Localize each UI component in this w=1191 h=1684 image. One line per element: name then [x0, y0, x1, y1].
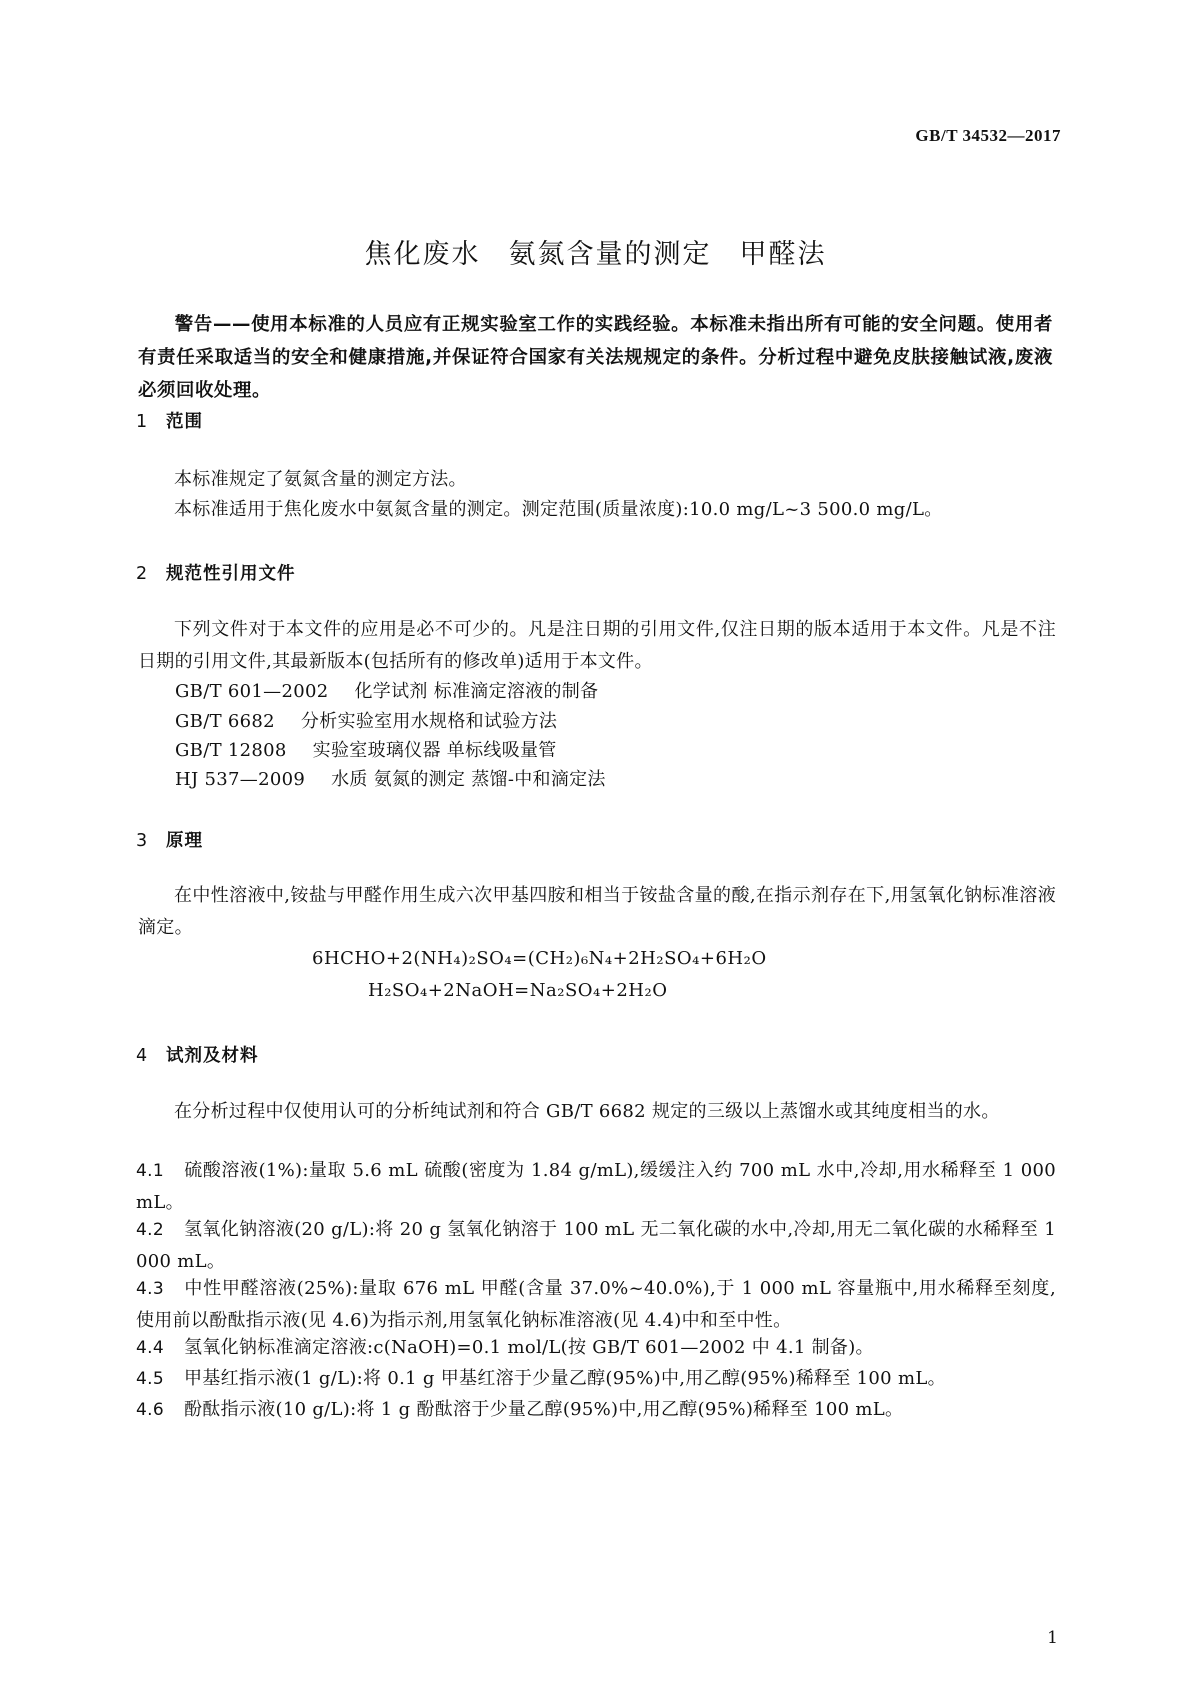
- page-title: [0, 232, 1191, 271]
- section-title: 试剂及材料: [166, 1046, 259, 1066]
- section-number: 4: [136, 1046, 149, 1066]
- section-1-paragraph-1: 本标准规定了氨氮含量的测定方法。: [174, 469, 467, 490]
- equation-2: H₂SO₄+2NaOH=Na₂SO₄+2H₂O: [368, 980, 668, 1001]
- reference-item: [175, 676, 598, 708]
- reference-code: GB/T 601—2002: [175, 681, 329, 702]
- item-text: 酚酞指示液(10 g/L):将 1 g 酚酞溶于少量乙醇(95%)中,用乙醇(95%)稀释至 100 mL。: [184, 1399, 904, 1420]
- item-number: 4.5: [136, 1369, 164, 1389]
- list-item: [136, 1363, 1056, 1395]
- item-number: 4.2: [136, 1220, 164, 1240]
- section-4-paragraph-1: 在分析过程中仅使用认可的分析纯试剂和符合 GB/T 6682 规定的三级以上蒸馏水或其纯度相当的水。: [174, 1101, 1000, 1122]
- title-part-1: 焦化废水: [364, 239, 481, 270]
- item-number: 4.4: [136, 1338, 164, 1358]
- list-item: [136, 1332, 1056, 1364]
- section-3-paragraph-1: 在中性溶液中,铵盐与甲醛作用生成六次甲基四胺和相当于铵盐含量的酸,在指示剂存在下,用氢氧化钠标准溶液滴定。: [138, 885, 1056, 938]
- reference-title: 化学试剂 标准滴定溶液的制备: [354, 681, 599, 702]
- section-number: 1: [136, 412, 149, 432]
- section-title: 规范性引用文件: [166, 564, 296, 584]
- item-text: 硫酸溶液(1%):量取 5.6 mL 硫酸(密度为 1.84 g/mL),缓缓注入约 700 mL 水中,冷却,用水稀释至 1 000 mL。: [136, 1160, 1056, 1213]
- reference-title: 分析实验室用水规格和试验方法: [300, 711, 558, 732]
- reference-item: [175, 706, 557, 738]
- section-title: 范围: [166, 412, 203, 432]
- section-1-paragraph-2: 本标准适用于焦化废水中氨氮含量的测定。测定范围(质量浓度):10.0 mg/L~3 500.0 mg/L。: [174, 499, 943, 520]
- reference-code: GB/T 12808: [175, 740, 287, 761]
- item-text: 甲基红指示液(1 g/L):将 0.1 g 甲基红溶于少量乙醇(95%)中,用乙醇(95%)稀释至 100 mL。: [184, 1368, 946, 1389]
- reference-code: HJ 537—2009: [175, 769, 306, 790]
- page-number: 1: [1047, 1628, 1058, 1648]
- section-number: 2: [136, 564, 149, 584]
- item-number: 4.3: [136, 1279, 164, 1299]
- standard-number: GB/T 34532—2017: [915, 126, 1061, 145]
- item-text: 氢氧化钠标准滴定溶液:c(NaOH)=0.1 mol/L(按 GB/T 601—2002 中 4.1 制备)。: [184, 1337, 874, 1358]
- title-part-3: 甲醛法: [739, 239, 827, 270]
- section-4-heading: [136, 1042, 259, 1067]
- section-number: 3: [136, 831, 149, 851]
- list-item: [136, 1394, 1056, 1426]
- item-number: 4.6: [136, 1400, 164, 1420]
- item-number: 4.1: [136, 1161, 164, 1181]
- reference-item: [175, 735, 557, 767]
- section-2-paragraph-1: 下列文件对于本文件的应用是必不可少的。凡是注日期的引用文件,仅注日期的版本适用于本文件。凡是不注日期的引用文件,其最新版本(包括所有的修改单)适用于本文件。: [138, 619, 1056, 672]
- equation-1: 6HCHO+2(NH₄)₂SO₄=(CH₂)₆N₄+2H₂SO₄+6H₂O: [312, 948, 767, 969]
- item-text: 中性甲醛溶液(25%):量取 676 mL 甲醛(含量 37.0%~40.0%),于 1 000 mL 容量瓶中,用水稀释至刻度,使用前以酚酞指示液(见 4.6)为指示剂,用氢氧化钠标准溶液(见 4.4)中和至中性。: [136, 1278, 1056, 1331]
- warning-paragraph: 警告——使用本标准的人员应有正规实验室工作的实践经验。本标准未指出所有可能的安全问题。使用者有责任采取适当的安全和健康措施,并保证符合国家有关法规规定的条件。分析过程中避免皮肤接触试液,废液必须回收处理。: [138, 314, 1053, 401]
- section-2-heading: [136, 560, 296, 585]
- section-3-heading: [136, 827, 203, 852]
- section-1-heading: [136, 408, 203, 433]
- item-text: 氢氧化钠溶液(20 g/L):将 20 g 氢氧化钠溶于 100 mL 无二氧化碳的水中,冷却,用无二氧化碳的水稀释至 1 000 mL。: [136, 1219, 1056, 1272]
- reference-item: [175, 764, 606, 796]
- reference-code: GB/T 6682: [175, 711, 275, 732]
- reference-title: 实验室玻璃仪器 单标线吸量管: [312, 740, 557, 761]
- reference-title: 水质 氨氮的测定 蒸馏-中和滴定法: [331, 769, 606, 790]
- section-title: 原理: [166, 831, 203, 851]
- title-part-2: 氨氮含量的测定: [508, 239, 712, 270]
- list-item: [136, 1155, 1056, 1218]
- list-item: [136, 1214, 1056, 1277]
- list-item: [136, 1273, 1056, 1336]
